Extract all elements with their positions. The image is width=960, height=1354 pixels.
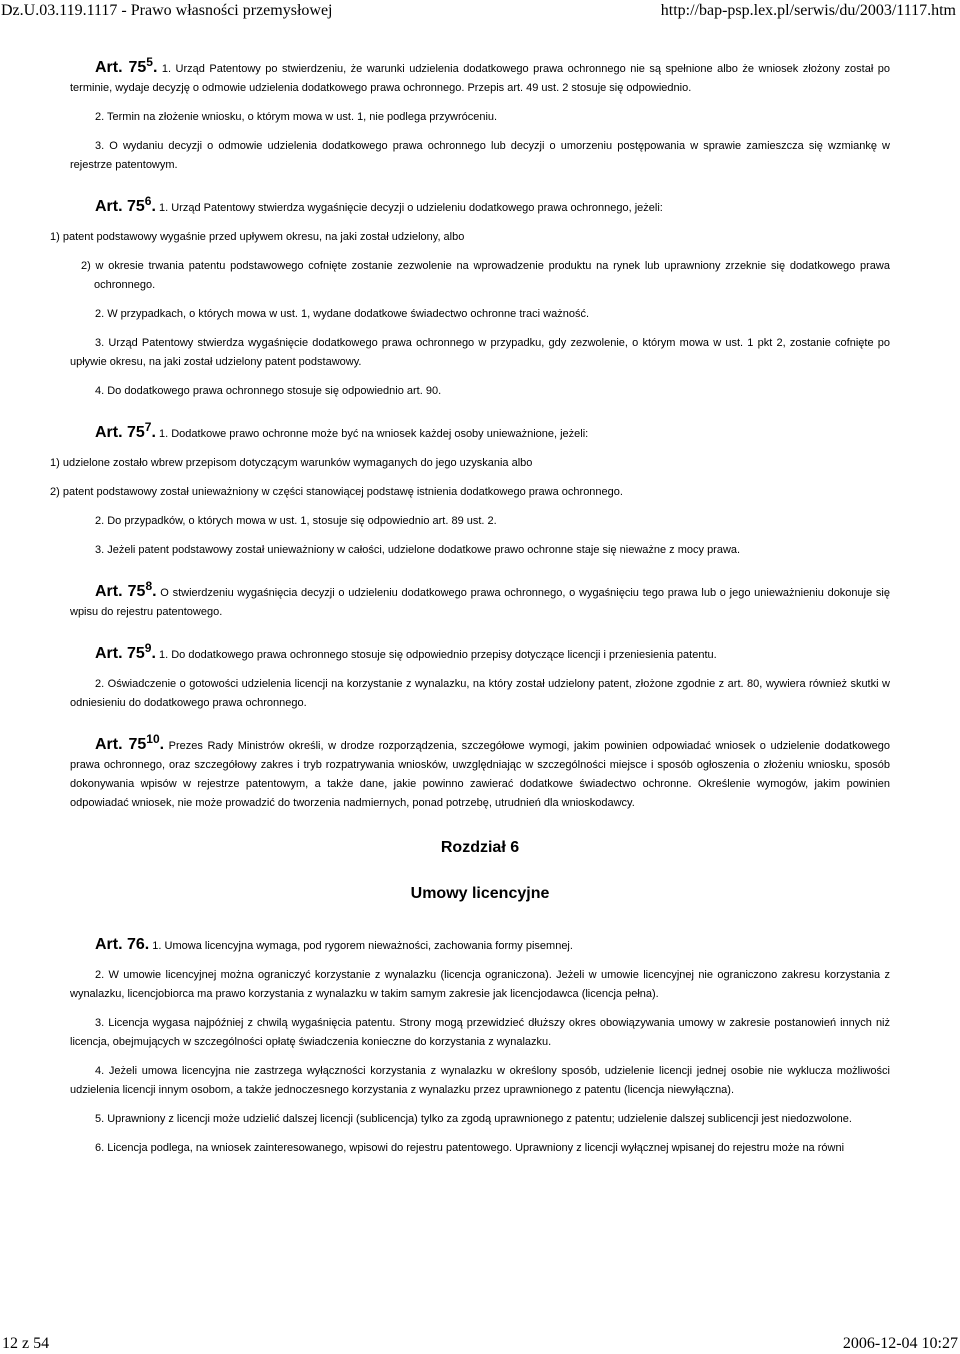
article-heading: Art. 76.: [95, 936, 150, 953]
paragraph: 3. Jeżeli patent podstawowy został unieważniony w całości, udzielone dodatkowe prawo ochronne staje się nieważne z mocy prawa.: [95, 544, 741, 556]
browser-print-footer: [0, 1334, 960, 1354]
chapter-number: Rozdział 6: [440, 839, 520, 856]
article-heading: Art. $75^7$.: [95, 420, 156, 441]
paragraph: 5. Uprawniony z licencji może udzielić dalszej licencji (sublicencja) tylko za zgodą uprawnionego z patentu; udzielenie dalszej sublicencji jest niedozwolone.: [95, 1113, 852, 1125]
article-heading: Art. $75^6$.: [95, 194, 156, 215]
article-75-8: [70, 579, 890, 622]
paragraph: 2. W umowie licencyjnej można ograniczyć korzystanie z wynalazku (licencja ograniczona). Jeżeli w umowie licencyjnej nie ograniczono zakresu korzystania z wynalazku, licencjobiorca ma prawo korzystania z wynalazku w takim samym zakresie jak licencjodawca (licencja pełna).: [70, 969, 890, 1000]
article-superscript: 10: [146, 732, 160, 746]
list-item: 1) udzielone zostało wbrew przepisom dotyczącym warunków wymaganych do jego uzyskania albo: [50, 457, 533, 469]
paragraph: 2. Termin na złożenie wniosku, o którym mowa w ust. 1, nie podlega przywróceniu.: [95, 111, 498, 123]
paragraph: [70, 732, 890, 813]
article-superscript: 5: [146, 55, 153, 69]
paragraph: 3. Urząd Patentowy stwierdza wygaśnięcie dodatkowego prawa ochronnego w przypadku, gdy zezwolenie, o którym mowa w ust. 1 pkt 2, zostanie cofnięte po upływie okresu, na jaki został udzielony patent podstawowy.: [70, 337, 890, 368]
paragraph: 6. Licencja podlega, na wniosek zainteresowanego, wpisowi do rejestru patentowego. Uprawniony z licencji wyłącznej wpisanej do rejestru może na równi: [95, 1142, 845, 1154]
paragraph: [70, 935, 890, 956]
paragraph: 4. Jeżeli umowa licencyjna nie zastrzega wyłączności korzystania z wynalazku w określony sposób, udzielenie licencji jednej osobie nie wyklucza możliwości udzielenia licencji innym osobom, a także jednoczesnego korzystania z wynalazku przez uprawnionego z patentu (licencja niewyłączna).: [70, 1065, 890, 1096]
print-datetime: 2006-12-04 10:27: [842, 1335, 958, 1352]
paragraph: 4. Do dodatkowego prawa ochronnego stosuje się odpowiednio art. 90.: [95, 385, 442, 397]
paragraph: 2. Oświadczenie o gotowości udzielenia licencji na korzystanie z wynalazku, na który został udzielony patent, złożone zgodnie z art. 80, wywiera również skutki w odniesieniu do dodatkowego prawa ochronnego.: [70, 678, 890, 709]
article-heading: Art. $75^5$.: [95, 55, 158, 76]
page-number: 12 z 54: [2, 1335, 50, 1352]
article-heading: Art. $75^8$.: [95, 579, 157, 600]
paragraph-text: 1. Urząd Patentowy stwierdza wygaśnięcie decyzji o udzieleniu dodatkowego prawa ochronnego, jeżeli:: [155, 202, 663, 214]
article-superscript: 9: [144, 641, 152, 655]
article-75-10: [70, 732, 890, 813]
article-heading: Art. $75^{10}$.: [95, 732, 165, 753]
article-heading: Art. $75^9$.: [95, 641, 156, 662]
paragraph: 2. Do przypadków, o których mowa w ust. 1, stosuje się odpowiednio art. 89 ust. 2.: [95, 515, 497, 527]
list-item: 2) patent podstawowy został unieważniony w części stanowiącej podstawę istnienia dodatkowego prawa ochronnego.: [50, 486, 623, 498]
paragraph: [70, 641, 890, 665]
paragraph-text: 1. Do dodatkowego prawa ochronnego stosuje się odpowiednio przepisy dotyczące licencji i przeniesienia patentu.: [155, 649, 717, 661]
article-75-5: [70, 55, 891, 175]
article-76: [70, 935, 890, 1158]
paragraph-text: Prezes Rady Ministrów określi, w drodze rozporządzenia, szczegółowe wymogi, jakim powinien odpowiadać wniosek o udzielenie dodatkowego prawa ochronnego, oraz szczegółowy zakres i tryb rozpatrywania wniosków, uwzględniając w szczególności miejsce i sposób ogłoszenia o złożeniu wniosku, sposób dokonywania wpisów w rejestrze patentowym, a także dane, jakie powinno zawierać dodatkowe świadectwo ochronne. Określenie wymogów, jakim powinien odpowiadać wniosek, nie może prowadzić do tworzenia nadmiernych, ponad potrzebę, utrudnień dla wnioskodawcy.: [70, 740, 890, 809]
article-75-6: [50, 194, 890, 401]
chapter-title: Umowy licencyjne: [410, 885, 550, 902]
paragraph-text: 1. Dodatkowe prawo ochronne może być na wniosek każdej osoby unieważnione, jeżeli:: [155, 428, 589, 440]
browser-print-header: [0, 0, 960, 24]
paragraph: 2. W przypadkach, o których mowa w ust. 1, wydane dodatkowe świadectwo ochronne traci ważność.: [95, 308, 590, 320]
document-title: Dz.U.03.119.1117 - Prawo własności przemysłowej: [1, 2, 333, 19]
list-item: 2) w okresie trwania patentu podstawowego cofnięte zostanie zezwolenie na wprowadzenie produktu na rynek lub uprawniony zrzeknie się dodatkowego prawa ochronnego.: [81, 260, 890, 291]
paragraph: [70, 579, 890, 622]
paragraph: [70, 194, 890, 218]
list-item: 1) patent podstawowy wygaśnie przed upływem okresu, na jaki został udzielony, albo: [50, 231, 465, 243]
document-url[interactable]: http://bap-psp.lex.pl/serwis/du/2003/1117.htm: [660, 2, 956, 19]
paragraph-text: 1. Umowa licencyjna wymaga, pod rygorem nieważności, zachowania formy pisemnej.: [149, 940, 573, 952]
article-75-7: [50, 420, 890, 560]
article-75-9: [70, 641, 890, 713]
paragraph: 3. O wydaniu decyzji o odmowie udzielenia dodatkowego prawa ochronnego lub decyzji o umorzeniu postępowania w sprawie zamieszcza się wzmiankę w rejestrze patentowym.: [70, 140, 890, 171]
paragraph: [70, 420, 890, 444]
paragraph-text: O stwierdzeniu wygaśnięcia decyzji o udzieleniu dodatkowego prawa ochronnego, o wygaśnięciu tego prawa lub o jego unieważnieniu dokonuje się wpisu do rejestru patentowego.: [70, 587, 890, 618]
paragraph: 3. Licencja wygasa najpóźniej z chwilą wygaśnięcia patentu. Strony mogą przewidzieć dłuższy okres obowiązywania umowy w zakresie postanowień innych niż licencja, obejmujących w szczególności opłatę świadczenia konieczne do korzystania z wynalazku.: [70, 1017, 890, 1048]
document-body: [50, 55, 891, 1158]
paragraph: [70, 55, 891, 98]
article-superscript: 7: [144, 420, 152, 434]
article-superscript: 8: [145, 579, 153, 593]
paragraph-text: 1. Urząd Patentowy po stwierdzeniu, że warunki udzielenia dodatkowego prawa ochronnego nie są spełnione albo że wniosek złożony został po terminie, wydaje decyzję o odmowie udzielenia dodatkowego prawa ochronnego. Przepis art. 49 ust. 2 stosuje się odpowiednio.: [70, 63, 891, 94]
article-superscript: 6: [144, 194, 152, 208]
